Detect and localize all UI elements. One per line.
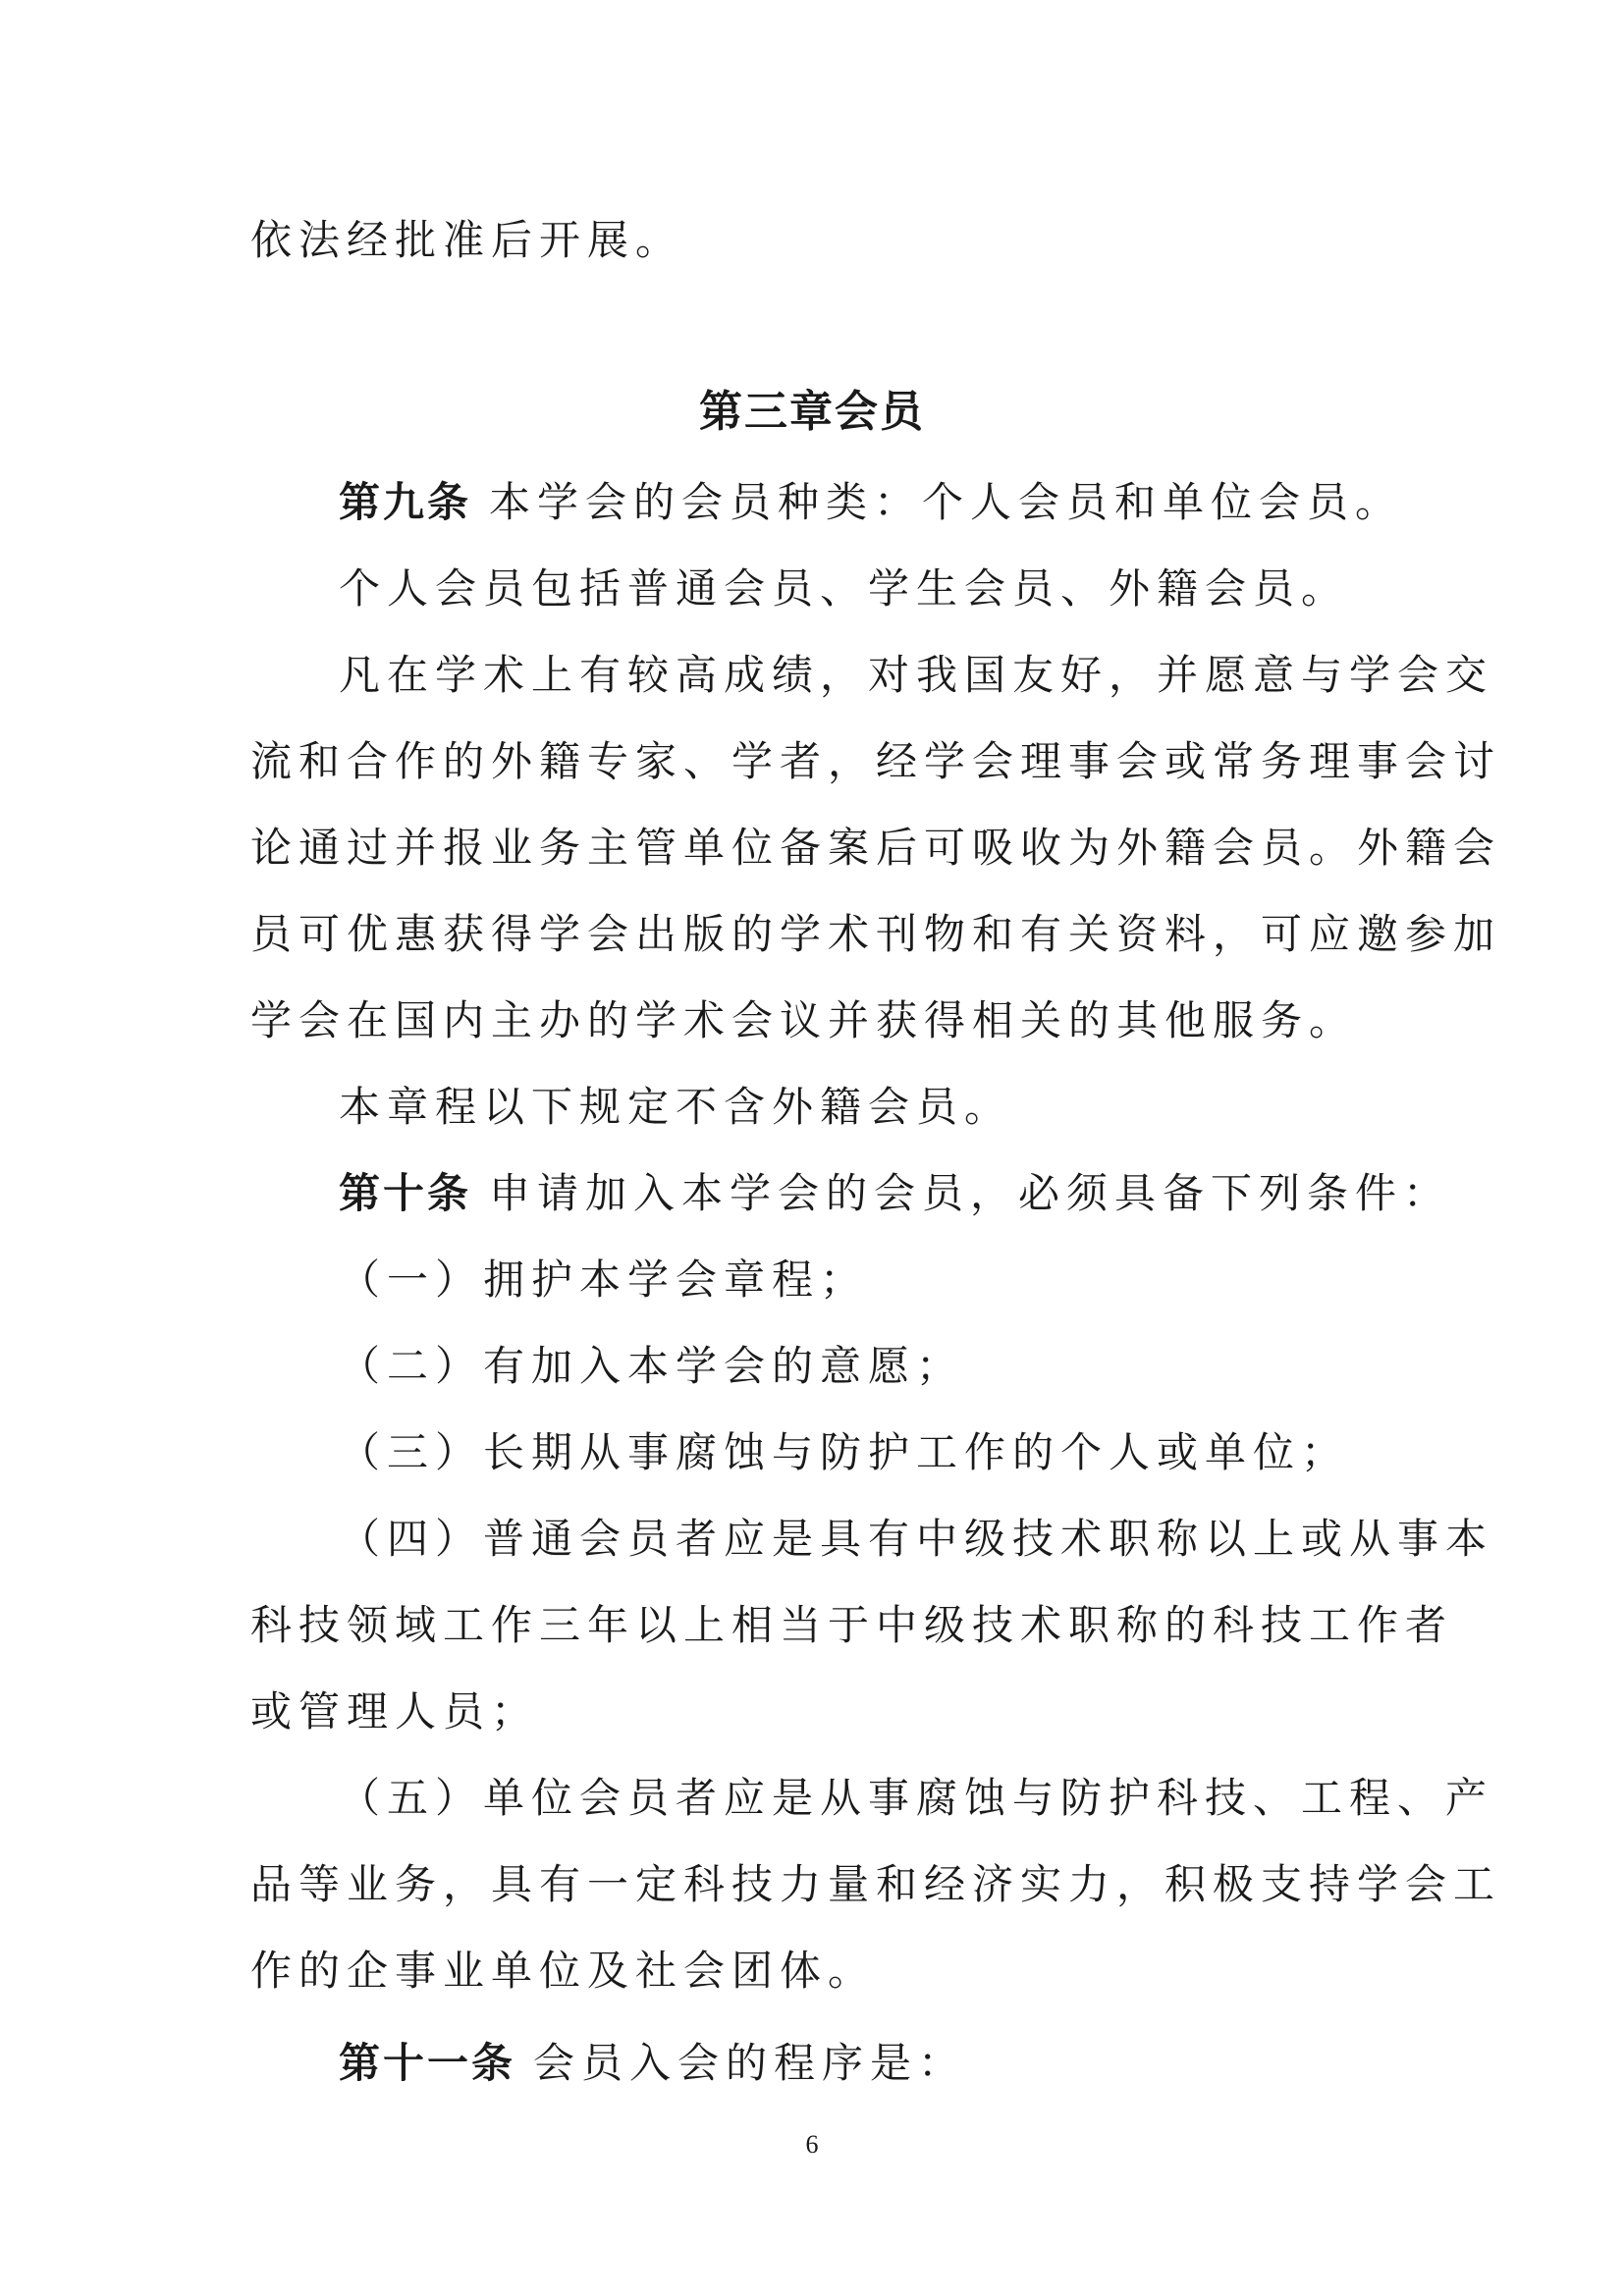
article-10 bbox=[339, 1164, 1451, 1223]
paragraph-line: 论通过并报业务主管单位备案后可吸收为外籍会员。外籍会 bbox=[250, 824, 1502, 872]
list-item: （二）有加入本学会的意愿； bbox=[339, 1342, 965, 1390]
list-item-continuation: 作的企事业单位及社会团体。 bbox=[250, 1947, 877, 1995]
article-10-text: 申请加入本学会的会员，必须具备下列条件： bbox=[489, 1169, 1452, 1217]
article-10-label: 第十条 bbox=[339, 1169, 472, 1217]
paragraph-line: 凡在学术上有较高成绩，对我国友好，并愿意与学会交 bbox=[339, 651, 1494, 699]
list-item: （三）长期从事腐蚀与防护工作的个人或单位； bbox=[339, 1428, 1350, 1476]
paragraph-line: 依法经批准后开展。 bbox=[250, 216, 684, 264]
paragraph-line: 本章程以下规定不含外籍会员。 bbox=[339, 1083, 1013, 1131]
chapter-heading: 第三章会员 bbox=[699, 387, 925, 437]
article-11 bbox=[339, 2034, 966, 2093]
list-item-continuation: 品等业务，具有一定科技力量和经济实力，积极支持学会工 bbox=[250, 1860, 1502, 1908]
paragraph-line: 个人会员包括普通会员、学生会员、外籍会员。 bbox=[339, 564, 1350, 613]
article-9-text: 本学会的会员种类：个人会员和单位会员。 bbox=[489, 478, 1404, 526]
paragraph-line: 学会在国内主办的学术会议并获得相关的其他服务。 bbox=[250, 996, 1358, 1044]
article-9 bbox=[339, 473, 1403, 532]
list-item-continuation: 科技领域工作三年以上相当于中级技术职称的科技工作者 bbox=[250, 1601, 1454, 1649]
list-item: （四）普通会员者应是具有中级技术职称以上或从事本 bbox=[339, 1515, 1494, 1563]
list-item: （五）单位会员者应是从事腐蚀与防护科技、工程、产 bbox=[339, 1774, 1494, 1822]
article-9-label: 第九条 bbox=[339, 478, 472, 526]
paragraph-line: 员可优惠获得学会出版的学术刊物和有关资料，可应邀参加 bbox=[250, 910, 1502, 958]
list-item: （一）拥护本学会章程； bbox=[339, 1255, 869, 1304]
paragraph-line: 流和合作的外籍专家、学者，经学会理事会或常务理事会讨 bbox=[250, 737, 1502, 785]
article-11-text: 会员入会的程序是： bbox=[533, 2039, 967, 2087]
page-number: 6 bbox=[805, 2130, 819, 2159]
article-11-label: 第十一条 bbox=[339, 2039, 516, 2087]
list-item-continuation: 或管理人员； bbox=[250, 1687, 540, 1735]
